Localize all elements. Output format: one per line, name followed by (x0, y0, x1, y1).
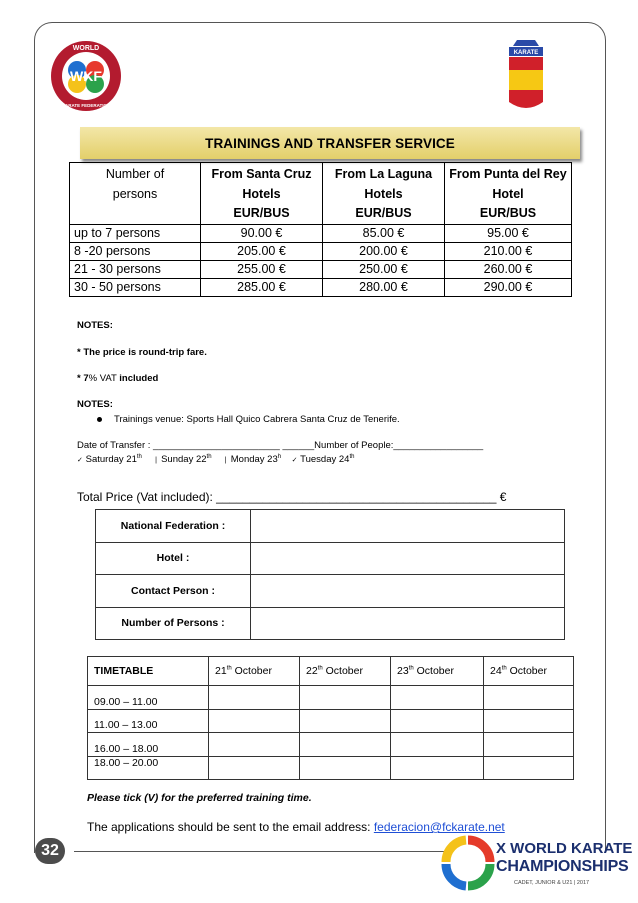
day-sup: th (317, 665, 323, 672)
round-trip-note: * The price is round-trip fare. (77, 347, 207, 358)
form-row (96, 510, 565, 543)
price-table-header (70, 163, 572, 225)
price-punta-del-rey: 95.00 € (445, 224, 572, 242)
day-num: 21 (215, 665, 227, 677)
slot-cell[interactable] (391, 756, 484, 780)
time-slot: 09.00 – 11.00 (88, 686, 209, 710)
vat-number: 7 (83, 373, 89, 384)
slot-cell[interactable] (391, 733, 484, 757)
form-row (96, 575, 565, 608)
transfer-day-options (77, 454, 354, 465)
day-label: Monday 23 (230, 454, 278, 466)
header-persons (70, 163, 201, 225)
slot-cell[interactable] (484, 756, 574, 780)
price-la-laguna: 250.00 € (323, 260, 445, 278)
table-row (70, 224, 572, 242)
price-punta-del-rey: 210.00 € (445, 242, 572, 260)
number-of-persons-label: Number of Persons : (96, 607, 251, 640)
section-title: TRAININGS AND TRANSFER SERVICE (205, 135, 455, 151)
price-santa-cruz: 90.00 € (201, 224, 323, 242)
slot-cell[interactable] (300, 756, 391, 780)
notes-heading: NOTES: (77, 320, 113, 331)
price-punta-del-rey: 290.00 € (445, 278, 572, 296)
number-of-persons-field[interactable] (251, 607, 565, 640)
price-punta-del-rey: 260.00 € (445, 260, 572, 278)
day-num: 24 (490, 665, 502, 677)
vat-note (77, 373, 158, 384)
day-num: 22 (306, 665, 318, 677)
rfek-logo-text: KARATE (513, 50, 539, 56)
day-num: 23 (397, 665, 409, 677)
wkf-logo-bottom-text: KARATE FEDERATION (61, 103, 111, 108)
header-la-laguna-line3: EUR/BUS (355, 206, 412, 220)
wkf-logo-letters: WKF (70, 68, 102, 84)
hotel-label: Hotel : (96, 542, 251, 575)
transfer-price-table (69, 162, 572, 297)
contact-person-field[interactable] (251, 575, 565, 608)
row-persons: up to 7 persons (70, 224, 201, 242)
slot-cell[interactable] (391, 686, 484, 710)
day-month: October (506, 665, 547, 677)
day-month: October (413, 665, 454, 677)
championships-logo (440, 832, 633, 898)
header-persons-line2: persons (112, 186, 158, 201)
day-suffix: th (349, 454, 355, 460)
header-persons-line1: Number of (105, 167, 165, 181)
header-la-laguna-line1: From La Laguna (334, 167, 433, 181)
time-slot: 11.00 – 13.00 (88, 709, 209, 733)
row-persons: 21 - 30 persons (70, 260, 201, 278)
section-title-banner (80, 127, 580, 159)
vat-mid: % VAT (88, 373, 120, 384)
header-santa-cruz-line2: Hotels (242, 186, 281, 201)
timetable-row (88, 733, 574, 757)
header-punta-del-rey (445, 163, 572, 225)
championships-line1: X WORLD KARATE (496, 840, 633, 857)
table-row (70, 260, 572, 278)
form-row (96, 607, 565, 640)
day-option-monday[interactable] (225, 454, 281, 465)
checkbox-icon: ✓ (291, 457, 298, 465)
slot-cell[interactable] (484, 733, 574, 757)
header-punta-line1: From Punta del Rey (449, 167, 567, 181)
price-santa-cruz: 205.00 € (201, 242, 323, 260)
slot-cell[interactable] (300, 686, 391, 710)
championships-line3: CADET, JUNIOR & U21 | 2017 (514, 880, 590, 886)
tick-instruction: Please tick (V) for the preferred training time. (87, 792, 312, 804)
contact-person-label: Contact Person : (96, 575, 251, 608)
slot-cell[interactable] (209, 733, 300, 757)
form-row (96, 542, 565, 575)
frame-bottom-line (74, 851, 446, 852)
time-slot: 18.00 – 20.00 (88, 756, 209, 780)
timetable-row (88, 686, 574, 710)
day-option-tuesday[interactable] (292, 454, 355, 465)
day-header (300, 657, 391, 686)
wkf-logo (50, 40, 122, 112)
page-number: 32 (41, 842, 59, 859)
hotel-field[interactable] (251, 542, 565, 575)
table-row (70, 242, 572, 260)
slot-cell[interactable] (300, 709, 391, 733)
header-santa-cruz (201, 163, 323, 225)
day-month: October (322, 665, 363, 677)
price-la-laguna: 200.00 € (323, 242, 445, 260)
day-label: Sunday 22 (161, 454, 207, 466)
day-month: October (231, 665, 272, 677)
day-sup: th (408, 665, 414, 672)
transfer-date-line: Date of Transfer : ________________________ ______Number of People:_________________ (77, 440, 484, 451)
day-option-saturday[interactable] (77, 454, 142, 465)
checkbox-icon: ✓ (77, 457, 83, 465)
checkbox-icon: | (155, 457, 157, 465)
day-suffix: h (277, 454, 282, 460)
header-santa-cruz-line3: EUR/BUS (233, 206, 290, 220)
national-federation-field[interactable] (251, 510, 565, 543)
timetable-row (88, 709, 574, 733)
day-header (209, 657, 300, 686)
timetable (87, 656, 574, 780)
day-suffix: th (136, 454, 142, 460)
header-santa-cruz-line1: From Santa Cruz (211, 167, 312, 181)
page-number-badge (35, 838, 65, 864)
championships-line2: CHAMPIONSHIPS (496, 858, 629, 875)
day-label: Saturday 21 (85, 454, 137, 466)
day-suffix: th (206, 454, 212, 460)
row-persons: 8 -20 persons (70, 242, 201, 260)
row-persons: 30 - 50 persons (70, 278, 201, 296)
wkf-logo-top-text: WORLD (72, 45, 100, 52)
championships-emblem-icon (440, 834, 496, 894)
notes-heading-2: NOTES: (77, 399, 113, 410)
vat-prefix: * (77, 373, 84, 384)
price-santa-cruz: 285.00 € (201, 278, 323, 296)
day-label: Tuesday 24 (300, 454, 350, 466)
slot-cell[interactable] (209, 756, 300, 780)
table-row (70, 278, 572, 296)
day-sup: th (226, 665, 232, 672)
time-slot: 16.00 – 18.00 (88, 733, 209, 757)
slot-cell[interactable] (209, 709, 300, 733)
federation-form-table (95, 509, 565, 640)
venue-note (97, 414, 400, 425)
price-la-laguna: 280.00 € (323, 278, 445, 296)
price-la-laguna: 85.00 € (323, 224, 445, 242)
timetable-heading: TIMETABLE (88, 657, 209, 686)
slot-cell[interactable] (209, 686, 300, 710)
day-header (391, 657, 484, 686)
header-punta-line3: EUR/BUS (479, 206, 537, 220)
day-sup: th (501, 665, 507, 672)
timetable-header (88, 657, 574, 686)
vat-suffix: included (119, 373, 159, 384)
send-text: The applications should be sent to the email address: (87, 820, 374, 834)
checkbox-icon: | (224, 457, 227, 465)
slot-cell[interactable] (391, 709, 484, 733)
slot-cell[interactable] (300, 733, 391, 757)
slot-cell[interactable] (484, 709, 574, 733)
bullet-icon (97, 417, 102, 422)
rfek-logo (505, 38, 547, 114)
national-federation-label: National Federation : (96, 510, 251, 543)
total-price-line: Total Price (Vat included): __________________________________________ € (77, 490, 507, 504)
header-la-laguna-line2: Hotels (364, 186, 403, 201)
header-punta-line2: Hotel (492, 186, 524, 201)
price-santa-cruz: 255.00 € (201, 260, 323, 278)
day-header (484, 657, 574, 686)
header-la-laguna (323, 163, 445, 225)
slot-cell[interactable] (484, 686, 574, 710)
day-option-sunday[interactable] (155, 454, 211, 465)
timetable-row (88, 756, 574, 780)
email-link[interactable]: federacion@fckarate.net (373, 820, 505, 834)
venue-text: Trainings venue: Sports Hall Quico Cabrera Santa Cruz de Tenerife. (114, 414, 400, 425)
